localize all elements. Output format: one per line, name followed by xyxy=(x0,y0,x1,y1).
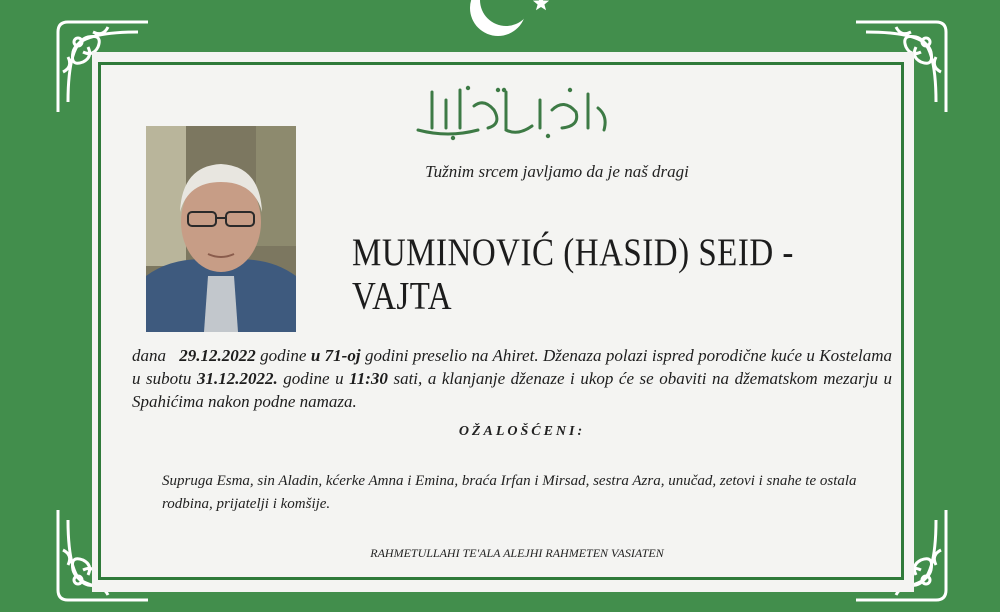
mourners-list: Supruga Esma, sin Aladin, kćerke Amna i Emina, braća Irfan i Mirsad, sestra Azra, unučad, zetovi i snahe te ostala rodbina, prijatelji i komšije. xyxy=(162,473,857,512)
notice-content xyxy=(112,74,892,570)
deceased-photo xyxy=(146,126,296,332)
mourners-heading: OŽALOŠĆENI: xyxy=(458,424,586,439)
funeral-time: 11:30 xyxy=(349,369,388,388)
godine-label: godine xyxy=(260,346,307,365)
funeral-date: 31.12.2022. xyxy=(196,369,278,388)
announcement-paragraph xyxy=(132,344,892,413)
closing-dua: RAHMETULLAHI TE'ALA ALEJHI RAHMETEN VASIATEN xyxy=(370,546,664,560)
intro-line: Tužnim srcem javljamo da je naš dragi xyxy=(425,162,689,181)
age-phrase: u 71-oj xyxy=(310,346,361,365)
text-after-age: godini preselio na Ahiret. Dženaza polazi ispred porodične kuće u Kostelama u subotu xyxy=(132,346,893,388)
date-of-death: 29.12.2022 xyxy=(179,346,256,365)
text-after-time: sati, a klanjanje dženaze i ukop će se obaviti na džematskom mezarju u Spahićima nakon podne namaza. xyxy=(132,369,893,411)
star-icon xyxy=(532,0,550,12)
text-after-funeral-date: godine u xyxy=(283,369,344,388)
crescent-icon xyxy=(468,0,528,38)
dana-label: dana xyxy=(132,346,166,365)
arabic-calligraphy xyxy=(408,80,618,142)
deceased-name: MUMINOVIĆ (HASID) SEID - VAJTA xyxy=(352,232,794,319)
